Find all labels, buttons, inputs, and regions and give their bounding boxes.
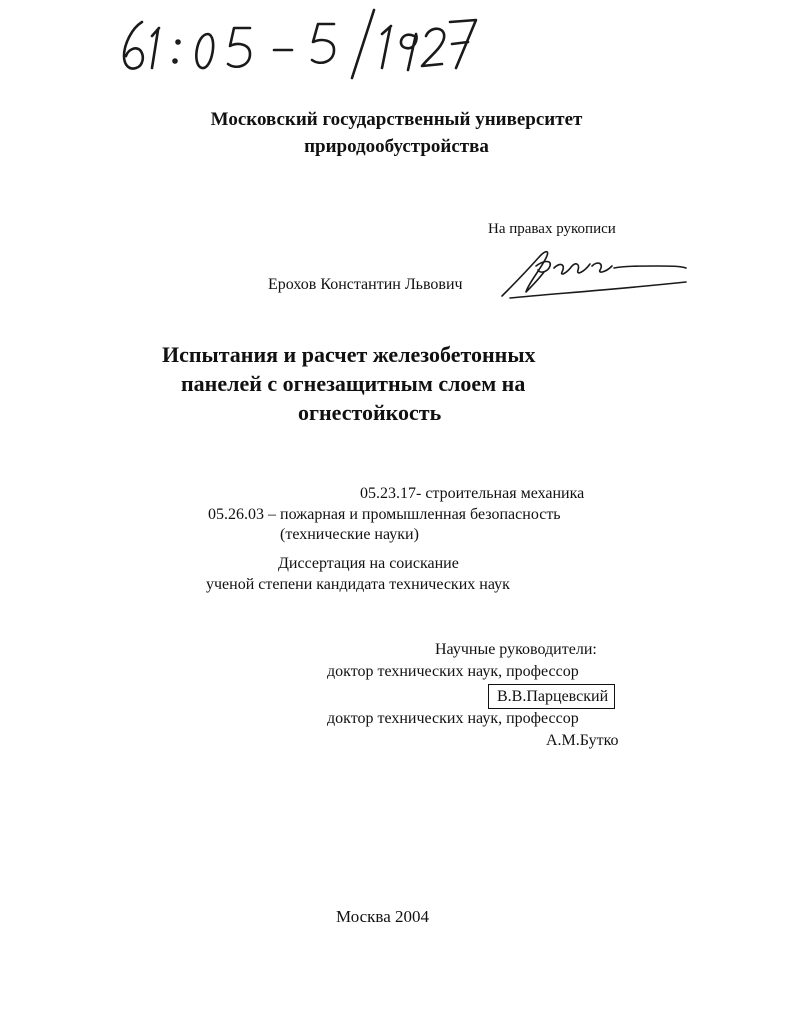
handwritten-archive-number [112,6,492,86]
archive-number-drawing [112,6,492,86]
supervisors-heading: Научные руководители: [435,641,597,658]
supervisor1-name: В.В.Парцевский [497,688,609,705]
university-name [0,106,793,160]
specialty-line2: 05.26.03 – пожарная и промышленная безопасность [208,506,561,523]
supervisor2-degree: доктор технических наук, профессор [327,710,579,727]
dissertation-degree-line2: ученой степени кандидата технических наук [206,576,510,593]
supervisor1-name-stamp [488,684,615,709]
university-name-line2: природообустройства [304,136,489,157]
author-signature [500,244,690,306]
title-line2: панелей с огнезащитным слоем на [181,371,526,396]
manuscript-rights-note: На правах рукописи [488,221,616,237]
university-name-line1: Московский государственный университет [210,109,583,130]
city-year: Москва 2004 [336,907,430,926]
dissertation-degree-line1: Диссертация на соискание [278,555,459,572]
supervisor1-degree: доктор технических наук, профессор [327,663,579,680]
specialty-line3: (технические науки) [280,526,419,543]
title-line1: Испытания и расчет железобетонных [162,342,536,367]
title-line3: огнестойкость [298,400,442,425]
signature-drawing [500,244,690,306]
specialty-line1: 05.23.17- строительная механика [360,485,585,502]
supervisor2-name: А.М.Бутко [546,732,619,749]
author-name: Ерохов Константин Львович [268,276,463,293]
